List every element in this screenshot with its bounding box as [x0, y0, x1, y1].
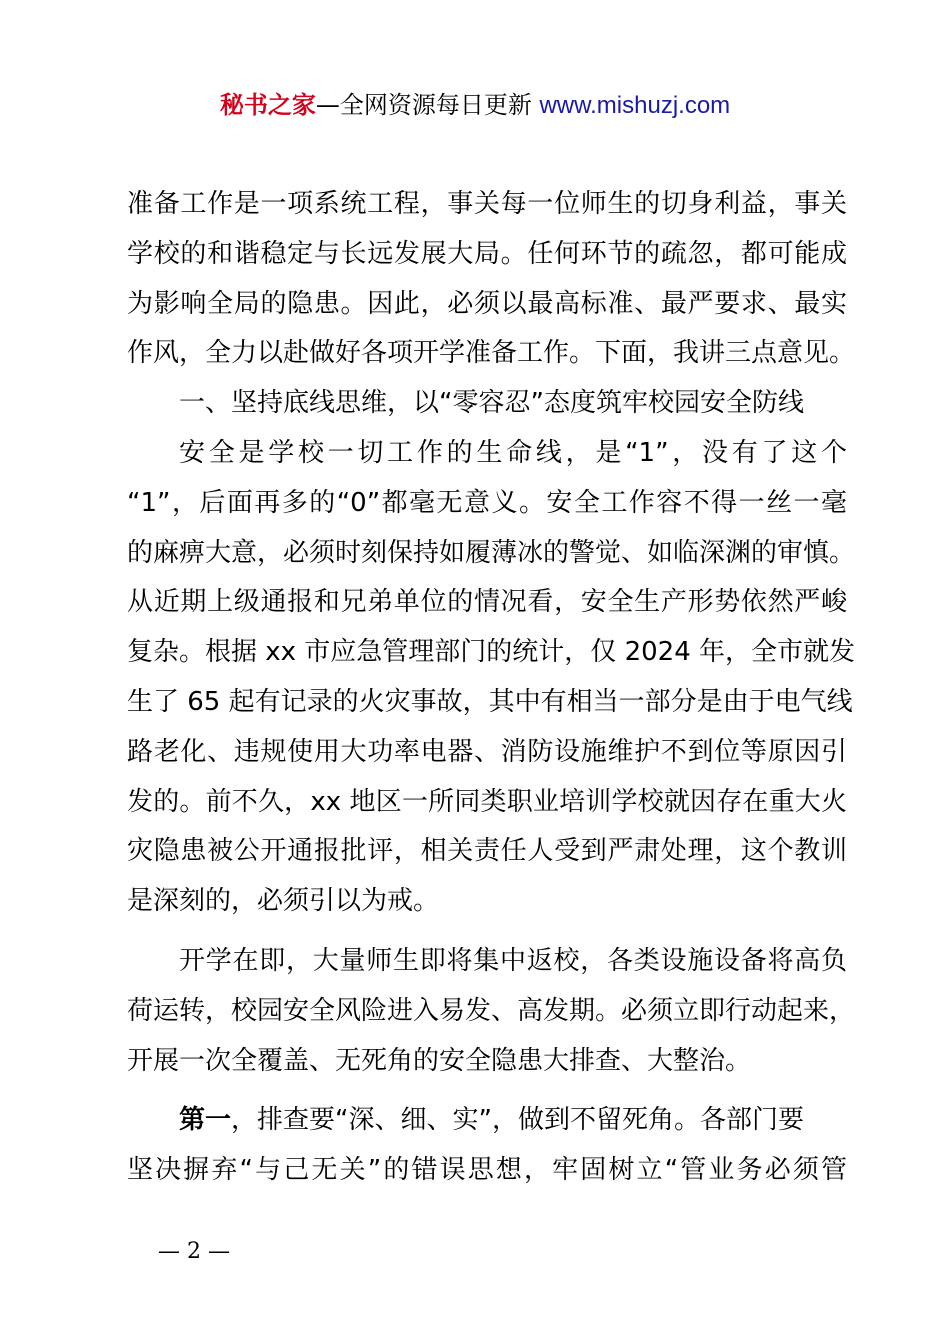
text-line: 荷运转，校园安全风险进入易发、高发期。必须立即行动起来，	[127, 995, 856, 1026]
site-brand: 秘书之家	[219, 91, 316, 119]
text-line: 复杂。根据 xx 市应急管理部门的统计，仅 2024 年，全市就发	[127, 637, 856, 668]
text-line: 发的。前不久，xx 地区一所同类职业培训学校就因存在重大火	[127, 786, 847, 817]
text-line: 坚决摒弃“与己无关”的错误思想，牢固树立“管业务必须管	[127, 1155, 847, 1186]
site-tagline: —全网资源每日更新	[315, 91, 532, 119]
paragraph-gap	[127, 927, 847, 937]
paragraph-gap	[127, 1086, 847, 1096]
section-heading: 一、坚持底线思维，以“零容忍”态度筑牢校园安全防线	[179, 388, 804, 419]
text-line: 路老化、违规使用大功率电器、消防设施维护不到位等原因引	[127, 736, 847, 767]
bold-lead: 第一	[179, 1105, 232, 1136]
text-line-with-bold-lead	[127, 1096, 847, 1146]
text-line: 的麻痹大意，必须时刻保持如履薄冰的警觉、如临深渊的审慎。	[127, 537, 856, 568]
text-line: 安全是学校一切工作的生命线，是“1”，没有了这个	[179, 437, 847, 468]
text-line: 作风，全力以赴做好各项开学准备工作。下面，我讲三点意见。	[127, 338, 856, 369]
text-line: “1”，后面再多的“0”都毫无意义。安全工作容不得一丝一毫	[127, 487, 847, 518]
text-line: 灾隐患被公开通报批评，相关责任人受到严肃处理，这个教训	[127, 836, 847, 867]
site-header	[0, 88, 950, 123]
text-line-rest: ，排查要“深、细、实”，做到不留死角。各部门要	[231, 1105, 804, 1136]
page-number: — 2 —	[158, 1239, 230, 1264]
text-line: 从近期上级通报和兄弟单位的情况看，安全生产形势依然严峻	[127, 587, 847, 618]
text-line: 是深刻的，必须引以为戒。	[127, 886, 440, 917]
site-url-link[interactable]: www.mishuzj.com	[539, 92, 731, 119]
text-line: 开学在即，大量师生即将集中返校，各类设施设备将高负	[179, 945, 847, 976]
document-body	[127, 180, 856, 1196]
text-line: 生了 65 起有记录的火灾事故，其中有相当一部分是由于电气线	[127, 686, 853, 717]
text-line: 开展一次全覆盖、无死角的安全隐患大排查、大整治。	[127, 1045, 752, 1076]
text-line: 学校的和谐稳定与长远发展大局。任何环节的疏忽，都可能成	[127, 238, 847, 269]
text-line: 为影响全局的隐患。因此，必须以最高标准、最严要求、最实	[127, 288, 847, 319]
text-line: 准备工作是一项系统工程，事关每一位师生的切身利益，事关	[127, 189, 847, 219]
